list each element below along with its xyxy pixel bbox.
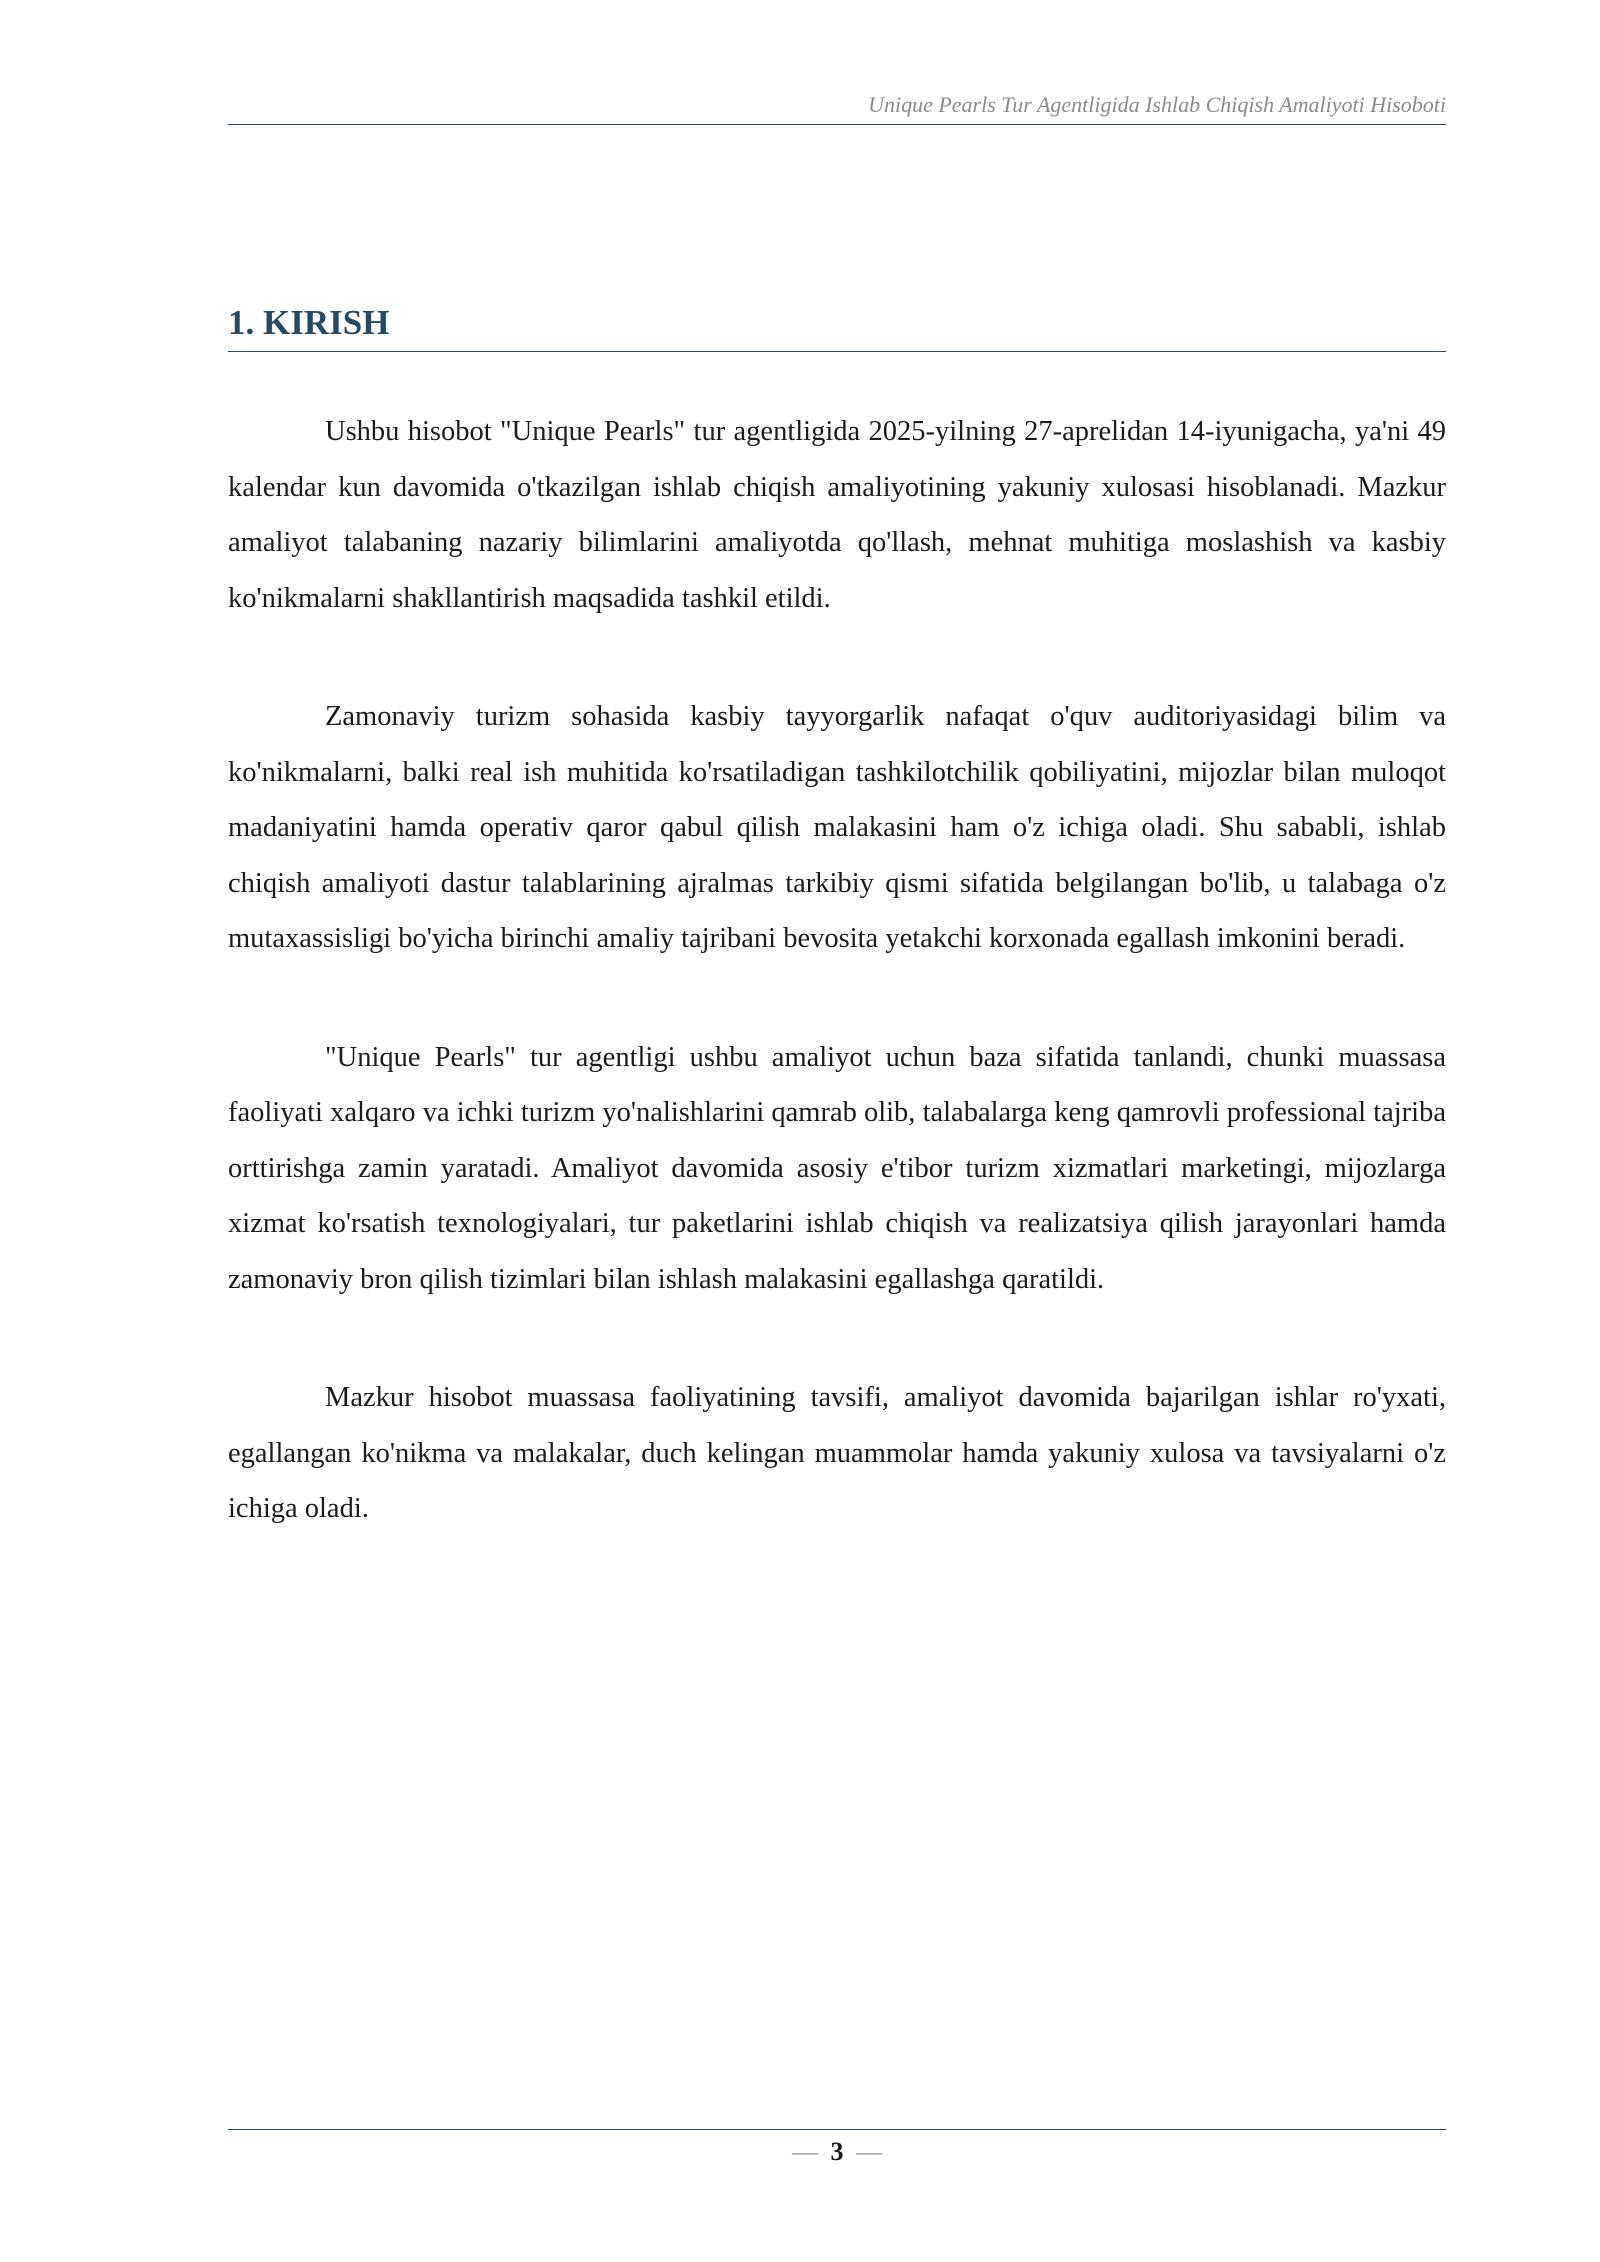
paragraph-2: Zamonaviy turizm sohasida kasbiy tayyorgarlik nafaqat o'quv auditoriyasidagi bilim va ko'nikmalarni, balki real ish muhitida ko'rsatiladigan tashkilotchilik qobiliyatini, mijozlar bilan muloqot madaniyatini hamda operativ qaror qabul qilish malakasini ham o'z ichiga oladi. Shu sababli, ishlab chiqish amaliyoti dastur talablarining ajralmas tarkibiy qismi sifatida belgilangan bo'lib, u talabaga o'z mutaxassisligi bo'yicha birinchi amaliy tajribani bevosita yetakchi korxonada egallash imkonini beradi. [228,701,1446,954]
footer-rule [228,2129,1446,2130]
paragraph-1: Ushbu hisobot "Unique Pearls" tur agentligida 2025-yilning 27-aprelidan 14-iyunigacha, ya'ni 49 kalendar kun davomida o'tkazilgan ishlab chiqish amaliyotining yakuniy xulosasi hisoblanadi. Mazkur amaliyot talabaning nazariy bilimlarini amaliyotda qo'llash, mehnat muhitiga moslashish va kasbiy ko'nikmalarni shakllantirish maqsadida tashkil etildi. [228,416,1446,614]
page-number-value: 3 [830,2137,844,2166]
running-header: Unique Pearls Tur Agentligida Ishlab Chiqish Amaliyoti Hisoboti [228,92,1446,125]
paragraph-4: Mazkur hisobot muassasa faoliyatining tavsifi, amaliyot davomida bajarilgan ishlar ro'yxati, egallangan ko'nikma va malakalar, duch kelingan muammolar hamda yakuniy xulosa va tavsiyalarni o'z ichiga oladi. [228,1382,1446,1524]
page-number-dash-right: — [856,2137,882,2166]
paragraph-3: "Unique Pearls" tur agentligi ushbu amaliyot uchun baza sifatida tanlandi, chunki muassasa faoliyati xalqaro va ichki turizm yo'nalishlarini qamrab olib, talabalarga keng qamrovli professional tajriba orttirishga zamin yaratadi. Amaliyot davomida asosiy e'tibor turizm xizmatlari marketingi, mijozlarga xizmat ko'rsatish texnologiyalari, tur paketlarini ishlab chiqish va realizatsiya qilish jarayonlari hamda zamonaviy bron qilish tizimlari bilan ishlash malakasini egallashga qaratildi. [228,1041,1446,1295]
page-number-dash-left: — [792,2137,818,2166]
page-number [228,2132,1446,2172]
section-heading: 1. KIRISH [228,301,1446,352]
body-text [228,404,1446,1600]
